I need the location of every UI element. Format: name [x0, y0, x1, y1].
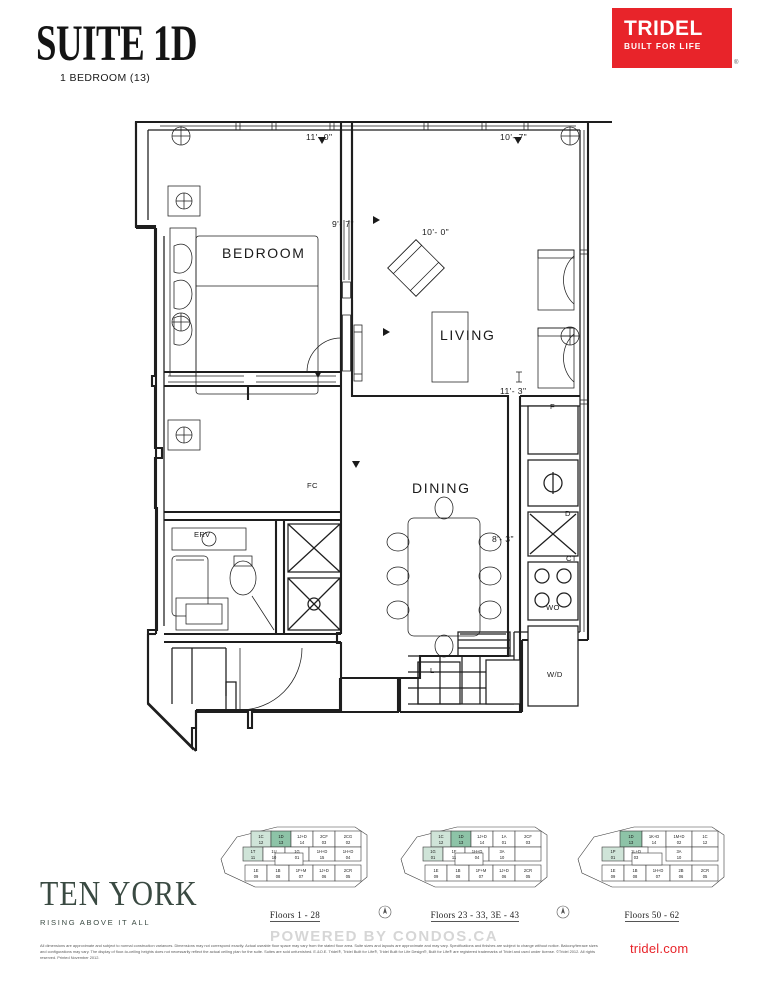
svg-text:11: 11 [451, 855, 457, 860]
svg-text:15: 15 [319, 855, 325, 860]
svg-text:01: 01 [501, 840, 507, 845]
svg-text:1U: 1U [271, 849, 277, 854]
page-header [0, 0, 768, 110]
svg-text:3A: 3A [676, 849, 682, 854]
svg-text:1C: 1C [438, 834, 444, 839]
svg-text:2CG: 2CG [343, 834, 353, 839]
dimension-bedroom-width: 11'- 0" [306, 132, 333, 142]
svg-text:05: 05 [702, 874, 708, 879]
svg-text:01: 01 [610, 855, 616, 860]
svg-text:02: 02 [676, 840, 682, 845]
svg-text:10: 10 [271, 855, 277, 860]
tridel-logo-tagline: BUILT FOR LIFE [624, 41, 702, 51]
keyplan-3-caption: Floors 50 - 62 [624, 910, 680, 920]
svg-text:01: 01 [294, 855, 300, 860]
svg-text:1H+D: 1H+D [316, 849, 328, 854]
svg-text:08: 08 [275, 874, 281, 879]
svg-text:1F+M: 1F+M [475, 868, 487, 873]
svg-text:14: 14 [479, 840, 485, 845]
svg-text:1H+D: 1H+D [342, 849, 354, 854]
svg-text:1H+D: 1H+D [652, 868, 664, 873]
svg-text:03: 03 [633, 855, 639, 860]
svg-text:08: 08 [455, 874, 461, 879]
svg-text:09: 09 [610, 874, 616, 879]
ten-york-logo [40, 875, 198, 927]
page-footer [0, 795, 768, 1000]
svg-text:1E: 1E [610, 868, 616, 873]
svg-text:1J+D: 1J+D [499, 868, 509, 873]
svg-text:1J+D: 1J+D [477, 834, 487, 839]
svg-text:1M+D: 1M+D [673, 834, 685, 839]
tridel-logo [612, 8, 732, 68]
trademark-symbol: ® [734, 60, 739, 66]
svg-text:2CF: 2CF [320, 834, 328, 839]
project-name: TEN YORK [40, 875, 198, 913]
project-tagline: RISING ABOVE IT ALL [40, 918, 151, 927]
dimension-bedroom-depth: 9'- 7" [332, 219, 354, 229]
svg-text:01: 01 [430, 855, 436, 860]
svg-text:2B: 2B [678, 868, 684, 873]
watermark: POWERED BY CONDOS.CA [269, 928, 499, 945]
svg-text:14: 14 [651, 840, 657, 845]
svg-text:05: 05 [345, 874, 351, 879]
appliance-label-erv: ERV [194, 530, 211, 539]
svg-text:04: 04 [345, 855, 351, 860]
svg-text:1P: 1P [610, 849, 616, 854]
svg-text:3A: 3A [499, 849, 505, 854]
svg-text:03: 03 [525, 840, 531, 845]
dimension-dining-width: 8'- 3" [492, 534, 514, 544]
svg-text:1A: 1A [501, 834, 507, 839]
svg-text:07: 07 [298, 874, 304, 879]
svg-text:1G: 1G [294, 849, 300, 854]
dimension-living-width: 10'- 7" [500, 132, 528, 142]
keyplan-floors-1-28 [215, 813, 375, 922]
svg-text:09: 09 [433, 874, 439, 879]
svg-text:13: 13 [458, 840, 464, 845]
svg-text:1F: 1F [451, 849, 457, 854]
svg-text:12: 12 [258, 840, 264, 845]
floor-plan-drawing [0, 100, 768, 790]
dimension-kitchen-width: 11'- 3" [500, 386, 527, 396]
dimension-living-depth: 10'- 0" [422, 227, 450, 237]
svg-text:06: 06 [501, 874, 507, 879]
appliance-label-l: L [430, 666, 435, 675]
svg-text:14: 14 [299, 840, 305, 845]
svg-text:1G: 1G [430, 849, 436, 854]
room-label-bedroom: BEDROOM [222, 245, 306, 261]
svg-text:06: 06 [321, 874, 327, 879]
svg-text:1D: 1D [458, 834, 464, 839]
keyplan-2-caption: Floors 23 - 33, 3E - 43 [430, 910, 520, 920]
svg-text:2CR: 2CR [523, 868, 533, 873]
keyplan-1-caption: Floors 1 - 28 [269, 910, 321, 920]
svg-text:2CR: 2CR [343, 868, 353, 873]
svg-text:06: 06 [678, 874, 684, 879]
north-arrow-icon-1 [378, 905, 392, 919]
disclaimer-text: All dimensions are approximate and subject to normal construction variances. Dimensions may not correspond exactly. Actual useable floor space may vary from the stated floor area. Suite sizes and layouts are approximate and may vary. Specifications and finishes are subject to change without notice. Balcony/terrace sizes and configurations may vary. The display of floor-to-ceiling heights does not necessarily reflect the actual ceiling plan for the suite. Suites are sold unfurnished. E.&O.E. Tridel®, Tridel Built for Life®, Tridel Built for Life Design®, Built for Life® are registered trademarks of Tridel and used under license. ©Tridel 2012. All rights reserved. Printed November 2012. [40, 943, 598, 961]
svg-text:02: 02 [345, 840, 351, 845]
svg-text:1F+M: 1F+M [295, 868, 307, 873]
tridel-logo-wordmark: TRIDEL [624, 17, 703, 40]
suite-title: SUITE 1D [36, 15, 198, 73]
svg-text:12: 12 [702, 840, 708, 845]
svg-text:11: 11 [250, 855, 256, 860]
svg-text:1D: 1D [278, 834, 284, 839]
appliance-label-wd: W/D [547, 670, 563, 679]
svg-text:09: 09 [253, 874, 259, 879]
svg-text:1H+D: 1H+D [471, 849, 483, 854]
svg-text:1D: 1D [628, 834, 634, 839]
appliance-label-d: D [565, 509, 571, 518]
svg-text:10: 10 [676, 855, 682, 860]
keyplan-floors-50-62 [572, 813, 732, 922]
svg-text:08: 08 [632, 874, 638, 879]
svg-text:1C: 1C [702, 834, 708, 839]
svg-text:03: 03 [321, 840, 327, 845]
appliance-label-ct: CT [566, 554, 577, 563]
svg-text:07: 07 [478, 874, 484, 879]
svg-text:13: 13 [628, 840, 634, 845]
svg-text:05: 05 [525, 874, 531, 879]
tridel-url-link[interactable]: tridel.com [630, 941, 689, 956]
svg-text:04: 04 [474, 855, 480, 860]
svg-text:1B: 1B [632, 868, 638, 873]
north-arrow-icon-2 [556, 905, 570, 919]
svg-text:1B: 1B [455, 868, 461, 873]
svg-text:1C: 1C [258, 834, 264, 839]
svg-text:10: 10 [499, 855, 505, 860]
appliance-label-f: F [550, 402, 555, 411]
svg-text:2CF: 2CF [524, 834, 532, 839]
svg-text:1K+D: 1K+D [648, 834, 660, 839]
keyplan-floors-23-43 [395, 813, 555, 922]
appliance-label-fc: FC [307, 481, 318, 490]
svg-text:07: 07 [655, 874, 661, 879]
svg-text:1E: 1E [253, 868, 259, 873]
svg-text:2CR: 2CR [700, 868, 710, 873]
svg-text:1T: 1T [250, 849, 256, 854]
svg-text:1J+D: 1J+D [297, 834, 307, 839]
room-label-living: LIVING [440, 327, 496, 343]
room-label-dining: DINING [412, 480, 471, 496]
svg-text:1E: 1E [433, 868, 439, 873]
svg-text:13: 13 [278, 840, 284, 845]
suite-subtitle: 1 BEDROOM (13) [60, 72, 151, 84]
appliance-label-wo: WO [546, 603, 560, 612]
svg-text:1B: 1B [275, 868, 281, 873]
svg-text:1J+D: 1J+D [319, 868, 329, 873]
svg-text:12: 12 [438, 840, 444, 845]
svg-text:1L+D: 1L+D [631, 849, 641, 854]
